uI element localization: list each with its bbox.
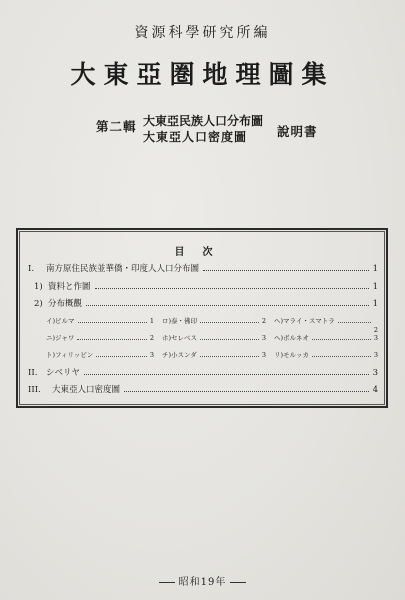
map-title-ethnic: 大東亞民族人口分布圖 xyxy=(143,114,264,128)
toc-page: 1 xyxy=(372,282,378,292)
toc-region-thai-indochina: ロ)泰・佛印 2 xyxy=(162,317,266,325)
toc-region-java: ニ)ジャワ 2 xyxy=(46,334,154,342)
toc-page: 3 xyxy=(372,368,378,378)
date-text: 昭和19年 xyxy=(178,577,227,588)
toc-label: 南方原住民族並華僑・印度人人口分布圖 xyxy=(46,264,200,274)
toc-leader xyxy=(124,391,369,392)
explanation-label: 說明書 xyxy=(277,124,318,139)
atlas-title: 大東亞圏地理圖集 xyxy=(70,60,335,89)
toc-label: シベリヤ xyxy=(46,368,80,378)
toc-label: 資料と作圖 xyxy=(48,282,91,292)
toc-region-lesser-sunda: チ)小スンダ 3 xyxy=(162,351,266,359)
toc-leader xyxy=(95,288,369,289)
map-title-density: 大東亞人口密度圖 xyxy=(143,130,248,144)
toc-number: I. xyxy=(28,264,35,274)
toc-label: 大東亞人口密度圖 xyxy=(52,385,121,395)
toc-number: II. xyxy=(28,368,38,378)
toc-region-celebes: ホ)セレベス 3 xyxy=(162,334,266,342)
toc-number: 1) xyxy=(34,282,43,292)
publication-date xyxy=(0,573,405,588)
toc-page: 1 xyxy=(372,299,378,309)
toc-page: 4 xyxy=(372,385,378,395)
toc-region-borneo: ヘ)ボルネオ 3 xyxy=(274,334,378,342)
toc-region-moluccas: リ)モルッカ 3 xyxy=(274,351,378,359)
toc-leader xyxy=(84,374,369,375)
part-label: 第二輯 xyxy=(96,119,137,134)
toc-leader xyxy=(86,305,369,306)
toc-page: 1 xyxy=(372,264,378,274)
toc-region-malaya-sumatra: ヘ)マライ・スマトラ 2 xyxy=(274,317,378,334)
toc-subsection-1 xyxy=(34,280,378,292)
toc-number: 2) xyxy=(34,299,43,309)
toc-region-burma: イ)ビルマ 1 xyxy=(46,317,154,325)
toc-section-2 xyxy=(28,366,378,378)
toc-label: 分布概觀 xyxy=(48,299,83,309)
publisher: 資源科學研究所編 xyxy=(134,25,271,41)
toc-heading: 目次 xyxy=(174,247,231,258)
toc-section-1 xyxy=(28,262,378,274)
toc-section-3 xyxy=(28,383,378,395)
toc-leader xyxy=(203,270,369,271)
toc-region-philippines: ト)フィリッピン 3 xyxy=(46,351,154,359)
toc-subsection-2 xyxy=(34,297,378,309)
toc-number: III. xyxy=(28,385,41,395)
